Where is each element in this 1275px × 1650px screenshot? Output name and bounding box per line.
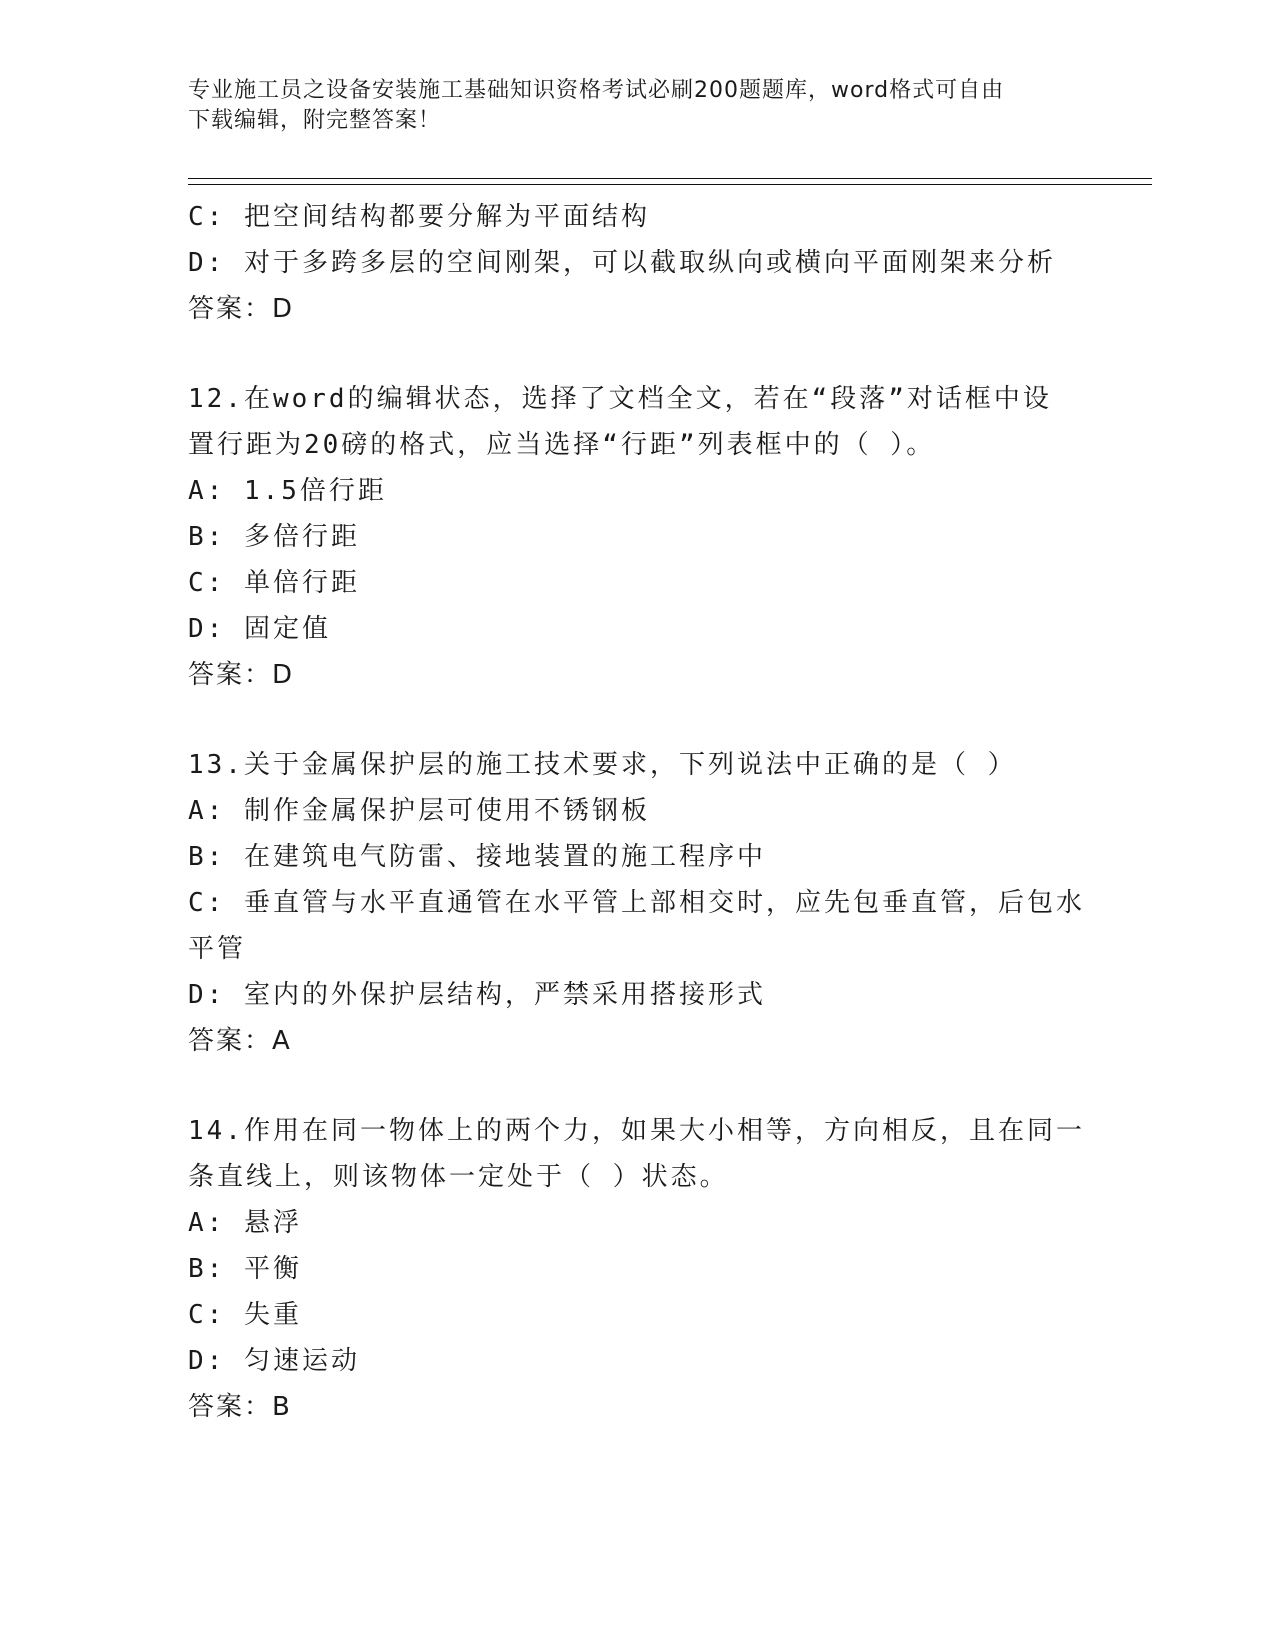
q13-text-line-1: 13.关于金属保护层的施工技术要求，下列说法中正确的是（ ） (188, 750, 1017, 780)
q12-text-line-1: 12.在word的编辑状态，选择了文档全文，若在“段落”对话框中设 (188, 384, 1052, 414)
document-header (188, 76, 1088, 136)
q14-option-b: B: 平衡 (188, 1254, 302, 1284)
question-13 (188, 742, 1088, 1064)
q12-text-line-2: 置行距为20磅的格式，应当选择“行距”列表框中的（ ）。 (188, 430, 936, 460)
question-14 (188, 1108, 1088, 1430)
q12-option-a: A: 1.5倍行距 (188, 476, 387, 506)
q13-option-c-line-2: 平管 (188, 934, 247, 964)
q14-text-line-2: 条直线上，则该物体一定处于（ ）状态。 (188, 1162, 729, 1192)
q14-option-c: C: 失重 (188, 1300, 302, 1330)
header-line-2: 下载编辑，附完整答案！ (188, 108, 442, 133)
q13-option-c-line-1: C: 垂直管与水平直通管在水平管上部相交时，应先包垂直管，后包水 (188, 888, 1085, 918)
spacer (188, 1064, 1088, 1108)
questions-content (188, 194, 1088, 1430)
spacer (188, 698, 1088, 742)
question-12 (188, 376, 1088, 698)
q11-option-d: D: 对于多跨多层的空间刚架，可以截取纵向或横向平面刚架来分析 (188, 248, 1056, 278)
q14-answer: 答案：B (188, 1392, 292, 1422)
header-double-rule (188, 178, 1152, 185)
q14-option-a: A: 悬浮 (188, 1208, 302, 1238)
q12-option-b: B: 多倍行距 (188, 522, 360, 552)
q13-option-d: D: 室内的外保护层结构，严禁采用搭接形式 (188, 980, 766, 1010)
q14-text-line-1: 14.作用在同一物体上的两个力，如果大小相等，方向相反，且在同一 (188, 1116, 1085, 1146)
spacer (188, 332, 1088, 376)
q12-option-d: D: 固定值 (188, 614, 331, 644)
q13-answer: 答案：A (188, 1026, 292, 1056)
header-line-1: 专业施工员之设备安装施工基础知识资格考试必刷200题题库，word格式可自由 (188, 78, 1005, 103)
q11-option-c: C: 把空间结构都要分解为平面结构 (188, 202, 650, 232)
q12-answer: 答案：D (188, 660, 295, 690)
q13-option-a: A: 制作金属保护层可使用不锈钢板 (188, 796, 650, 826)
q11-answer: 答案：D (188, 294, 295, 324)
question-11-tail (188, 194, 1088, 332)
q13-option-b: B: 在建筑电气防雷、接地装置的施工程序中 (188, 842, 766, 872)
q12-option-c: C: 单倍行距 (188, 568, 360, 598)
q14-option-d: D: 匀速运动 (188, 1346, 360, 1376)
